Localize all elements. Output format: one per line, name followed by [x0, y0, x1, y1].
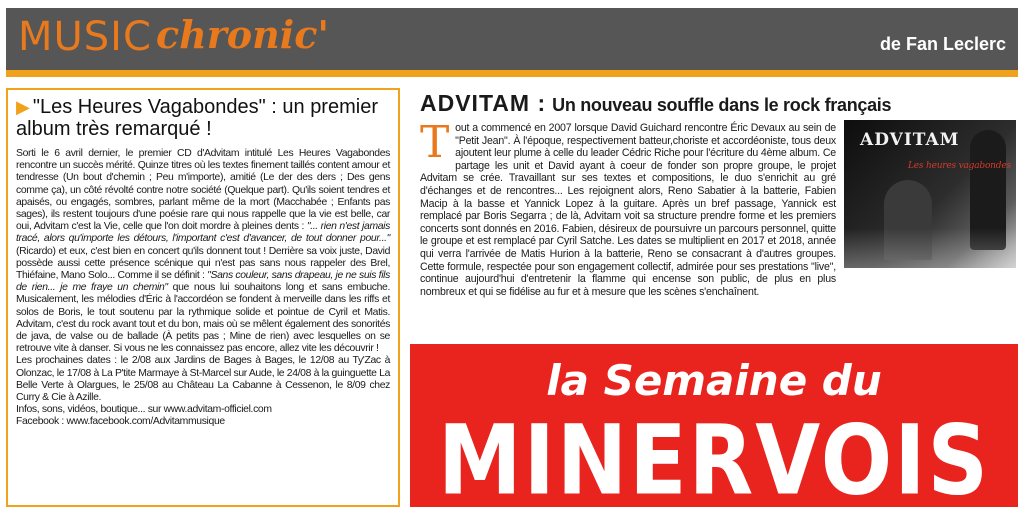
left-quote-2: "Sans couleur, sans drapeau, je ne suis fils de rien... je me fraye un chemin": [16, 270, 390, 294]
left-dates: Les prochaines dates : le 2/08 aux Jardins de Bages à Bages, le 12/08 au Ty'Zac à Olonzac, le 17/08 à La P'tite Marmaye à St-Marcel sur Aude, le 24/08 à la guinguette La Belle Verte à Olargues, le 25/08 au Château La Cabanne à Cessenon, le 8/09 chez Curry & Cie à Azille.: [16, 355, 390, 404]
ad-line-1: la Semaine du: [546, 356, 882, 405]
left-quote-1: "... rien n'est jamais tracé, alors qu'importe les détours, l'important c'est d'avancer, de tout donner pour...": [16, 221, 390, 245]
left-facebook: Facebook : www.facebook.com/Advitammusique: [16, 416, 225, 428]
ad-line-2: MINERVOIS: [438, 404, 990, 515]
left-paragraph: [16, 148, 390, 355]
author-credit: de Fan Leclerc: [879, 34, 1006, 54]
left-article: [6, 88, 400, 507]
left-body-2: (Ricardo) et eux, c'est bien en concert qu'ils donnent tout ! Derrière sa voix juste, David possède aussi cette présence scénique qui n'est pas sans nous rappeler des Brel, Thiéfaine, Mano Solo... Comme il se définit :: [16, 245, 390, 282]
cover-subtitle: Les heures vagabondes: [908, 161, 1011, 171]
drop-cap: T: [420, 117, 450, 168]
left-body-3: que nous lui souhaitons long et sans embuche. Musicalement, les mélodies d'Éric à l'accordéon se fondent à merveille dans les riffs et solos de Boris, le tout soutenu par la rythmique solide et pointue de Cyril et Matis. Advitam, c'est du rock avant tout et du bon, mais où se mêlent également des sonorités de java, de valse ou de ballade (À petits pas ; Mine de rien) avec lesquelles on se retrouve vite à danser. Si vous ne les connaissez pas encore, allez vite les découvrir !: [16, 282, 390, 355]
brand-music: MUSIC: [18, 14, 152, 60]
minervois-ad: [410, 344, 1018, 515]
left-body-1: Sorti le 6 avril dernier, le premier CD d'Advitam intitulé Les Heures Vagabondes rencontre un succès mérité. Quinze titres où les textes finement taillés content amour et tendresse (Un bout d'chemin ; Peu m'importe), amitié (Le der des ders ; Des gens comme ça), un côté révolté contre notre société (Quelque part). Qu'ils soient tendres et apaisés, ou engagés, sombres, parlant même de la mort (Macchabée ; Enfants pas sages), ils restent toujours d'une poésie rare qui nous rappelle que la vie est belle, car oui, Advitam c'est la Vie, celle que l'on doit mordre à pleines dents :: [16, 148, 390, 233]
right-body-text: out a commencé en 2007 lorsque David Guichard rencontre Éric Devaux au sein de "Petit Jean". À l'époque, respectivement batteur,choriste et accordéoniste, tous deux ajoutent leur plume à celle du leader Cédric Riche pour l'écriture du 4ème album. Ce partage les unit et David ayant à coeur de fonder son propre groupe, le projet Advitam se crée. Travaillant sur ses textes et compositions, le duo s'enrichit au gré d'échanges et de rencontres... Les rejoignent alors, Reno Sabatier à la batterie, Fabien Macip à la basse et Yannick Lopez à la guitare. Après un bref passage, Yannick est remplacé par Boris Segarra ; de là, Advitam voit sa structure prendre forme et les premiers concerts sont donnés en 2016. Fabien, désireux de poursuivre un parcours personnel, quitte le groupe et est remplacé par Cyril Satche. Les dates se multiplient en 2017 et 2018, année qui verra l'arrivée de Matis Hurion à la batterie, Reno se consacrant à d'autres groupes. Cette formule, respectée pour son engagement collectif, admirée pour ses prestations "live", continue aujourd'hui d'entretenir la flamme qui encense son public, de plus en plus nombreux et qui se fidélise au fur et à mesure que les scènes s'enchaînent.: [420, 122, 836, 298]
left-article-title: [16, 96, 390, 140]
right-article-body: [420, 117, 1016, 298]
left-infos: Infos, sons, vidéos, boutique... sur www.advitam-officiel.com: [16, 404, 272, 416]
header-band: [6, 8, 1018, 70]
left-article-body: [16, 148, 390, 429]
header-rule: [6, 70, 1018, 77]
album-cover-image: [844, 120, 1016, 268]
triangle-bullet-icon: ▶: [16, 97, 30, 117]
right-title-band: ADVITAM :: [420, 90, 547, 116]
cover-glow: [844, 228, 1016, 268]
left-title-text: "Les Heures Vagabondes" : un premier album très remarqué !: [16, 96, 378, 140]
brand-chronic: chronic': [156, 12, 329, 57]
right-title-subtitle: Un nouveau souffle dans le rock français: [552, 95, 892, 115]
cover-title: ADVITAM: [860, 130, 960, 150]
right-article-title: [420, 90, 1020, 117]
